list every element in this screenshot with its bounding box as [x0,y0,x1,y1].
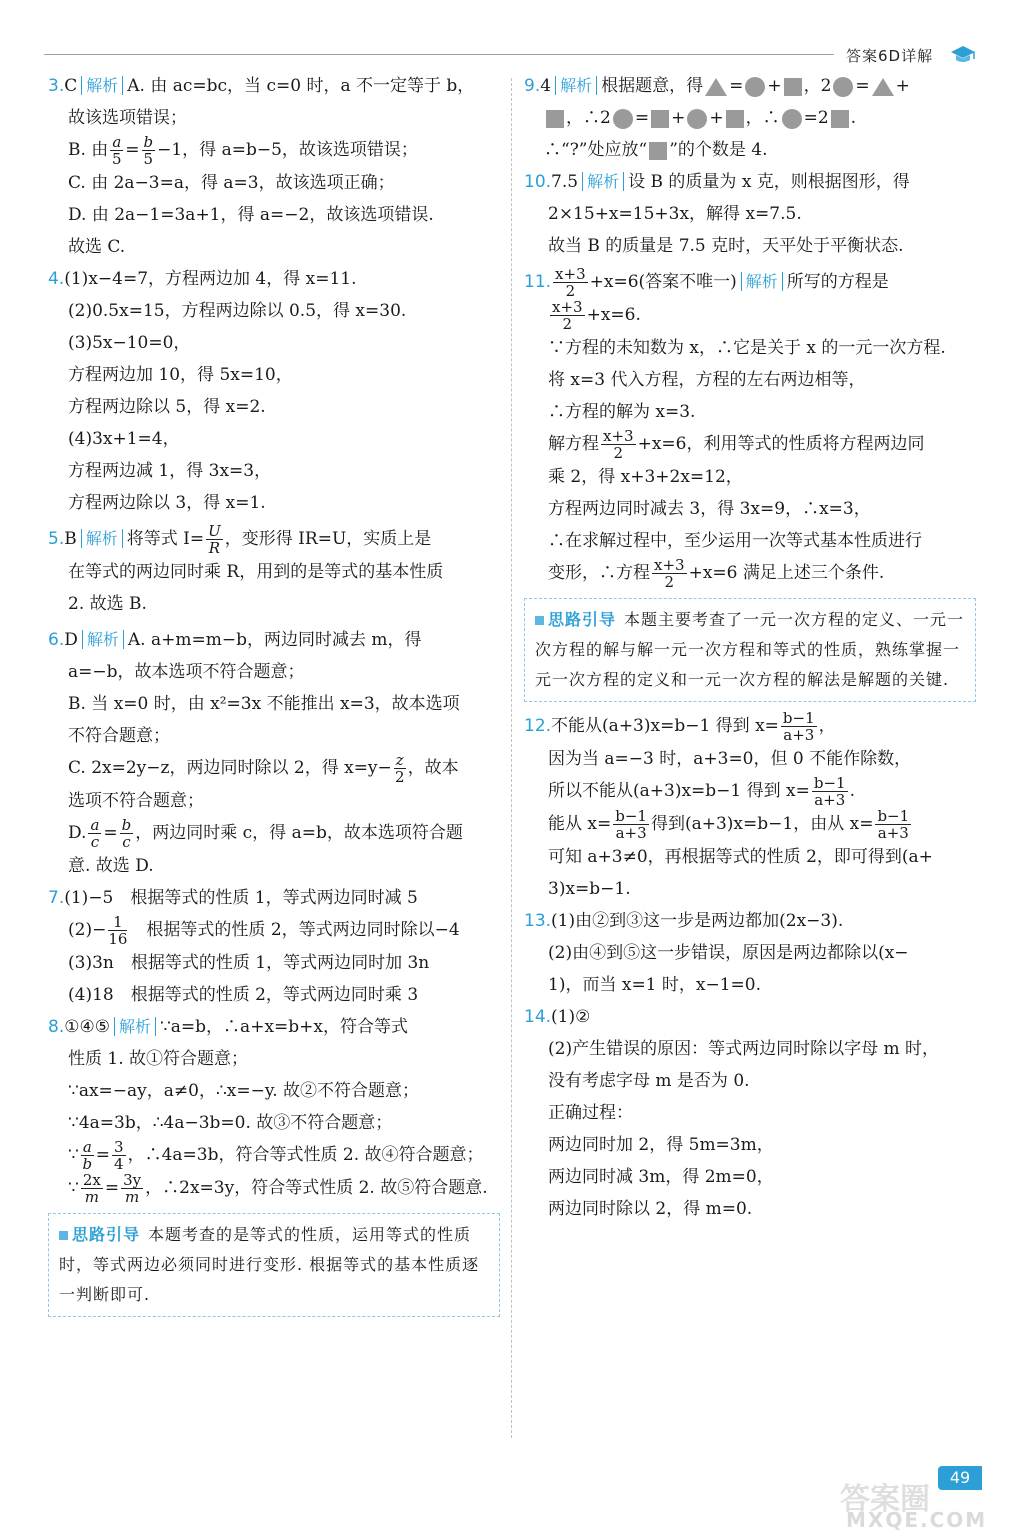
square-icon [649,142,667,160]
fraction: $\frac{b}{c}$ [121,816,132,851]
fraction: $\frac{b-1}{a+3}$ [615,807,647,842]
left-column [48,70,500,1325]
fraction: $\frac{b-1}{a+3}$ [877,807,910,842]
answer-9: 9.4 解析 根据题意，得 = + ，2 = + ，∴2 = + + ，∴ =2 . ∴“?”处应放“ ”的个数是 4. [524,76,910,160]
answer-10: 10.7.5 解析 设 B 的质量为 x 克，则根据图形，得 2×15+x=15+3x，解得 x=7.5. 故当 B 的质量是 7.5 克时，天平处于平衡状态. [524,172,910,256]
square-icon [784,78,802,96]
fraction: $\frac{1}{16}$ [108,913,128,948]
fraction: $\frac{x+3}{2}$ [603,427,634,462]
fraction: $\frac{2x}{m}$ [82,1171,101,1206]
analysis-tag: 解析 [81,529,123,548]
answer-14: 14.(1)② (2)产生错误的原因：等式两边同时除以字母 m 时， 没有考虑字母 m 是否为 0. 正确过程： 两边同时加 2，得 5m=3m， 两边同时减 3m，得 2m=0， 两边同时除以 2，得 m=0. [524,1007,940,1219]
fraction: $\frac{a}{5}$ [112,133,122,168]
fraction: $\frac{a}{b}$ [82,1138,93,1173]
circle-icon [833,77,853,97]
analysis-tag: 解析 [582,172,624,191]
analysis-tag: 解析 [114,1017,156,1036]
fraction: $\frac{U}{R}$ [208,522,221,557]
analysis-tag: 解析 [741,272,783,291]
answer-13: 13.(1)由②到③这一步是两边都加(2x−3). (2)由④到⑤这一步错误，原因是两边都除以(x− 1)，而当 x=1 时，x−1=0. [524,911,909,995]
circle-icon [745,77,765,97]
square-bullet-icon [59,1231,68,1240]
graduation-cap-icon [950,44,976,66]
answer-4: 4.(1)x−4=7，方程两边加 4，得 x=11. (2)0.5x=15，方程两边除以 0.5，得 x=30. (3)5x−10=0， 方程两边加 10，得 5x=10， 方程两边除以 5，得 x=2. (4)3x+1=4， 方程两边减 1，得 3x=3， 方程两边除以 3，得 x=1. [48,269,407,513]
fraction: $\frac{3}{4}$ [114,1138,124,1173]
analysis-tag: 解析 [81,76,123,95]
thinking-guide-box: 思路引导 本题考查的是等式的性质，运用等式的性质时，等式两边必须同时进行变形. 根据等式的基本性质逐一判断即可. [48,1213,500,1317]
fraction: $\frac{a}{c}$ [90,816,100,851]
fraction: $\frac{x+3}{2}$ [555,265,586,300]
fraction: $\frac{x+3}{2}$ [552,298,583,333]
header-rule [44,54,834,55]
page-number: 49 [938,1466,982,1490]
answer-7: 7.(1)−5 根据等式的性质 1，等式两边同时减 5 (2)− $\frac{1}{16}$ 根据等式的性质 2，等式两边同时除以−4 (3)3n 根据等式的性质 1，等式两边同时加 3n (4)18 根据等式的性质 2，等式两边同时乘 3 [48,888,460,1005]
square-icon [651,110,669,128]
answer-11: 11. $\frac{x+3}{2}$ +x=6(答案不唯一) 解析 所写的方程是 $\frac{x+3}{2}$ +x=6. ∵方程的未知数为 x，∴它是关于 x 的一元一次方程. 将 x=3 代入方程，方程的左右两边相等， ∴方程的解为 x=3. 解方程 $\frac{x+3}{2}$ +x=6，利用等式的性质将方程两边同 乘 2，得 x+3+2x=12， 方程两边同时减去 3，得 3x=9，∴x=3， ∴在求解过程中，至少运用一次等式基本性质进行 变形，∴方程 $\frac{x+3}{2}$ +x=6 满足上述三个条件. [524,265,946,591]
column-divider [511,78,513,1438]
thinking-guide-box: 思路引导 本题主要考查了一元一次方程的定义、一元一次方程的解与解一元一次方程和等式的性质，熟练掌握一元一次方程的定义和一元一次方程的解法是解题的关键. [524,598,976,702]
square-bullet-icon [535,616,544,625]
answer-3: 3.C 解析 A. 由 ac=bc，当 c=0 时，a 不一定等于 b， 故该选项错误； B. 由 $\frac{a}{5}$ = $\frac{b}{5}$ −1，得 a=b−5，故该选项错误； C. 由 2a−3=a，得 a=3，故该选项正确； D. 由 2a−1=3a+1，得 a=−2，故该选项错误. 故选 C. [48,76,475,257]
fraction: $\frac{b-1}{a+3}$ [813,774,846,809]
square-icon [831,110,849,128]
triangle-icon [872,78,894,96]
answer-12: 12.不能从(a+3)x=b−1 得到 x= $\frac{b-1}{a+3}$ ， 因为当 a=−3 时，a+3=0，但 0 不能作除数， 所以不能从(a+3)x=b−1 得到 x= $\frac{b-1}{a+3}$ . 能从 x= $\frac{b-1}{a+3}$ 得到(a+3)x=b−1，由从 x= $\frac{b-1}{a+3}$ 可知 a+3≠0，再根据等式的性质 2，即可得到(a+ 3)x=b−1. [524,709,933,899]
circle-icon [687,109,707,129]
square-icon [726,110,744,128]
watermark-logo: 答案圈 [840,1482,930,1517]
triangle-icon [705,78,727,96]
watermark-url: MXQE.COM [846,1508,988,1532]
fraction: $\frac{x+3}{2}$ [654,556,685,591]
answer-8: 8.①④⑤ 解析 ∵a=b，∴a+x=b+x，符合等式 性质 1. 故①符合题意； ∵ax=−ay，a≠0，∴x=−y. 故②不符合题意； ∵4a=3b，∴4a−3b=0. 故③不符合题意； ∵ $\frac{a}{b}$ = $\frac{3}{4}$ ，∴4a=3b，符合等式性质 2. 故④符合题意； ∵ $\frac{2x}{m}$ = $\frac{3y}{m}$ ，∴2x=3y，符合等式性质 2. 故⑤符合题意. [48,1017,488,1206]
fraction: $\frac{3y}{m}$ [123,1171,142,1206]
right-column [524,70,976,1225]
fraction: $\frac{z}{2}$ [394,751,405,786]
fraction: $\frac{b-1}{a+3}$ [782,709,815,744]
answer-6: 6.D 解析 A. a+m=m−b，两边同时减去 m，得 a=−b，故本选项不符合题意； B. 当 x=0 时，由 x²=3x 不能推出 x=3，故本选项 不符合题意； C. 2x=2y−z，两边同时除以 2，得 x=y− $\frac{z}{2}$ ，故本 选项不符合题意； D. $\frac{a}{c}$ = $\frac{b}{c}$ ，两边同时乘 c，得 a=b，故本选项符合题 意. 故选 D. [48,630,463,876]
answer-5: 5.B 解析 将等式 I= $\frac{U}{R}$ ，变形得 IR=U，实质上是 在等式的两边同时乘 R，用到的是等式的基本性质 2. 故选 B. [48,522,444,614]
analysis-tag: 解析 [555,76,597,95]
header-title: 答案6D详解 [846,47,934,65]
circle-icon [782,109,802,129]
analysis-tag: 解析 [82,630,124,649]
fraction: $\frac{b}{5}$ [143,133,154,168]
circle-icon [613,109,633,129]
square-icon [546,110,564,128]
